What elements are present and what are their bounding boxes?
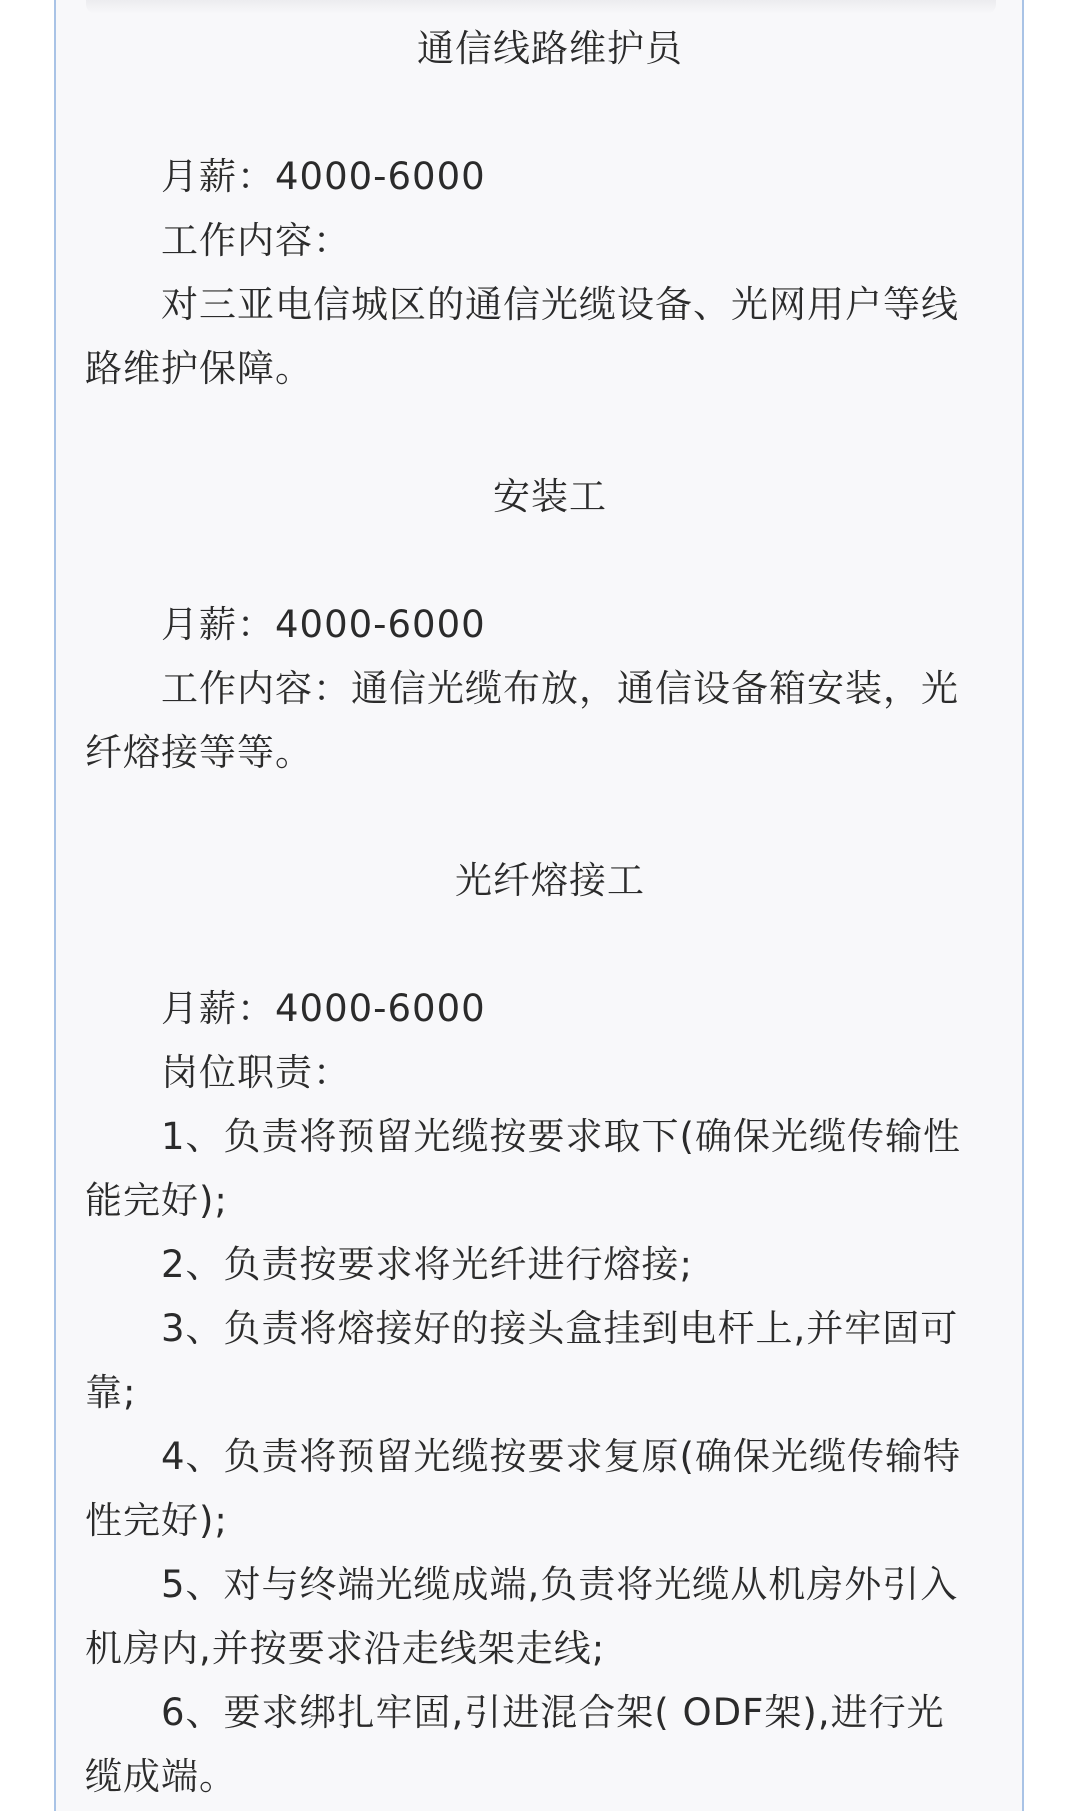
job-title: 光纤熔接工 (455, 859, 645, 902)
duty-item: 5、对与终端光缆成端,负责将光缆从机房外引入机房内,并按要求沿走线架走线; (85, 1563, 959, 1670)
duty-item: 1、负责将预留光缆按要求取下(确保光缆传输性能完好); (85, 1115, 961, 1222)
top-card-edge (86, 0, 996, 14)
salary-line: 月薪：4000-6000 (161, 603, 486, 646)
work-content-text: 对三亚电信城区的通信光缆设备、光网用户等线路维护保障。 (85, 283, 959, 390)
article-content (85, 17, 975, 1809)
salary-line: 月薪：4000-6000 (161, 987, 486, 1030)
duties-label: 岗位职责： (161, 1051, 351, 1094)
salary-line: 月薪：4000-6000 (161, 155, 486, 198)
duty-item: 6、要求绑扎牢固,引进混合架( ODF架),进行光缆成端。 (85, 1691, 945, 1798)
job-section-maintenance (85, 17, 975, 401)
job-title: 通信线路维护员 (417, 27, 683, 70)
job-section-fiber-splicer (85, 849, 975, 1809)
work-content-text: 工作内容：通信光缆布放，通信设备箱安装，光纤熔接等等。 (85, 667, 959, 774)
duty-item: 3、负责将熔接好的接头盒挂到电杆上,并牢固可靠; (85, 1307, 959, 1414)
duty-item: 4、负责将预留光缆按要求复原(确保光缆传输特性完好); (85, 1435, 961, 1542)
job-title: 安装工 (493, 475, 607, 518)
job-section-installer (85, 465, 975, 785)
duty-item: 2、负责按要求将光纤进行熔接; (161, 1243, 694, 1286)
work-content-label: 工作内容： (161, 219, 351, 262)
